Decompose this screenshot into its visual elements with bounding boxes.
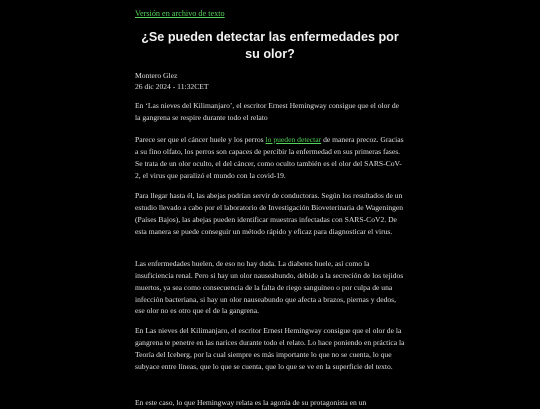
article-paragraph: En este caso, lo que Hemingway relata es la agonía de su protagonista en un: [135, 398, 367, 407]
article-paragraph: En Las nieves del Kilimanjaro, el escritor Ernest Hemingway consigue que el olor de la gangrena te penetre en las narices durante todo el relato. Lo hace poniendo en práctica la Teoría del Iceberg, por la cual siempre es más importante lo que no se cuenta, lo que subyace entre líneas, que lo que se cuenta, que lo que se ve en la superficie del texto.: [135, 326, 405, 371]
article-author: Montero Glez: [135, 71, 178, 80]
paragraph-text: de manera precoz. Gracias a su fino olfato, los perros son capaces de percibir la enfermedad en sus primeras fases. Se trata de un olor oculto, el del cáncer, como oculto también es el olor del SARS-CoV-2, el virus que paralizó el mundo con la covid-19.: [135, 135, 404, 180]
article-subtitle: En ‘Las nieves del Kilimanjaro’, el escritor Ernest Hemingway consigue que el olor de la gangrena se respire durante todo el relato: [135, 101, 400, 122]
text-version-link[interactable]: Versión en archivo de texto: [135, 9, 225, 18]
article-paragraph: [135, 134, 405, 181]
article-paragraph: Para llegar hasta él, las abejas podrían servir de conductoras. Según los resultados de un estudio llevado a cabo por el laboratorio de Investigación Bioveterinaria de Wageningen (Países Bajos), las abejas pueden identificar muestras infectadas con SARS-CoV2. De esta manera se puede conseguir un método rápido y eficaz para diagnosticar el virus.: [135, 191, 404, 236]
article-date: 26 dic 2024 - 11:32CET: [135, 82, 209, 92]
article-title: ¿Se pueden detectar las enfermedades por su olor?: [141, 30, 399, 61]
article-meta: [135, 70, 209, 93]
inline-link-lo-pueden-detectar[interactable]: lo pueden detectar: [265, 135, 322, 144]
paragraph-text: Parece ser que el cáncer huele y los perros: [135, 135, 266, 144]
article-paragraph: Las enfermedades huelen, de eso no hay duda. La diabetes huele, así como la insuficiencia renal. Pero si hay un olor nauseabundo, debido a la secreción de los tejidos muertos, ya sea como consecuencia de la falta de riego sanguíneo o por culpa de una infección bacteriana, si hay un olor nauseabundo que afecta a brazos, piernas y dedos, ese olor no es otro que el de la gangrena.: [135, 259, 404, 316]
